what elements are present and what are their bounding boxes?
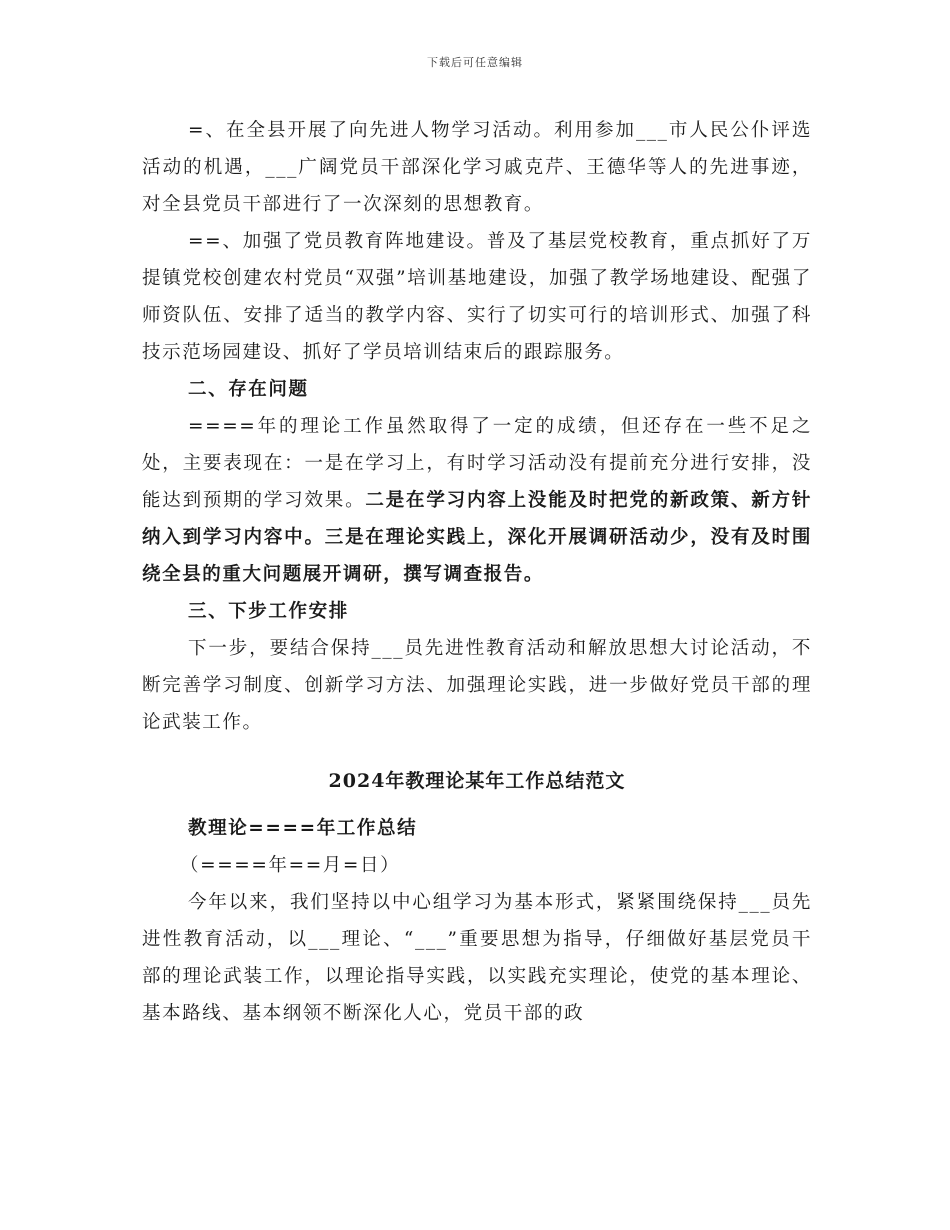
heading-next-steps: 三、下步工作安排 xyxy=(188,601,349,622)
document-date: （====年==月=日） xyxy=(180,855,401,876)
paragraph-education-base: ==、加强了党员教育阵地建设。普及了基层党校教育，重点抓好了万提镇党校创建农村党员“双强”培训基地建设，加强了教学场地建设、配强了师资队伍、安排了适当的教学内容、实行了切实可行的培训形式、加强了科技示范场园建设、抓好了学员培训结束后的跟踪服务。 xyxy=(142,231,812,363)
document-body xyxy=(142,112,812,1032)
paragraph-role-model-study: =、在全县开展了向先进人物学习活动。利用参加___市人民公仆评选活动的机遇，___广阔党员干部深化学习戚克芹、王德华等人的先进事迹，对全县党员干部进行了一次深刻的思想教育。 xyxy=(142,120,812,215)
problems-text-bold: 二是在学习内容上没能及时把党的新政策、新方针纳入到学习内容中。三是在理论实践上，深化开展调研活动少，没有及时围绕全县的重大问题展开调研，撰写调查报告。 xyxy=(142,490,812,585)
paragraph-intro: 今年以来，我们坚持以中心组学习为基本形式，紧紧围绕保持___员先进性教育活动，以___理论、“___”重要思想为指导，仔细做好基层党员干部的理论武装工作，以理论指导实践，以实践充实理论，使党的基本理论、基本路线、基本纲领不断深化人心，党员干部的政 xyxy=(142,892,812,1024)
paragraph-next-steps: 下一步，要结合保持___员先进性教育活动和解放思想大讨论活动，不断完善学习制度、创新学习方法、加强理论实践，进一步做好党员干部的理论武装工作。 xyxy=(142,638,812,733)
document-subtitle: 教理论====年工作总结 xyxy=(188,818,418,839)
paragraph-problems xyxy=(142,408,812,593)
heading-problems: 二、存在问题 xyxy=(188,379,309,400)
header-note: 下载后可任意编辑 xyxy=(427,56,523,69)
document-title: 2024年教理论某年工作总结范文 xyxy=(328,770,626,792)
problems-text-normal: ====年的理论工作虽然取得了一定的成绩，但还存在一些不足之处，主要表现在：一是在学习上，有时学习活动没有提前充分进行安排，没能达到预期的学习效果。 xyxy=(142,416,812,511)
